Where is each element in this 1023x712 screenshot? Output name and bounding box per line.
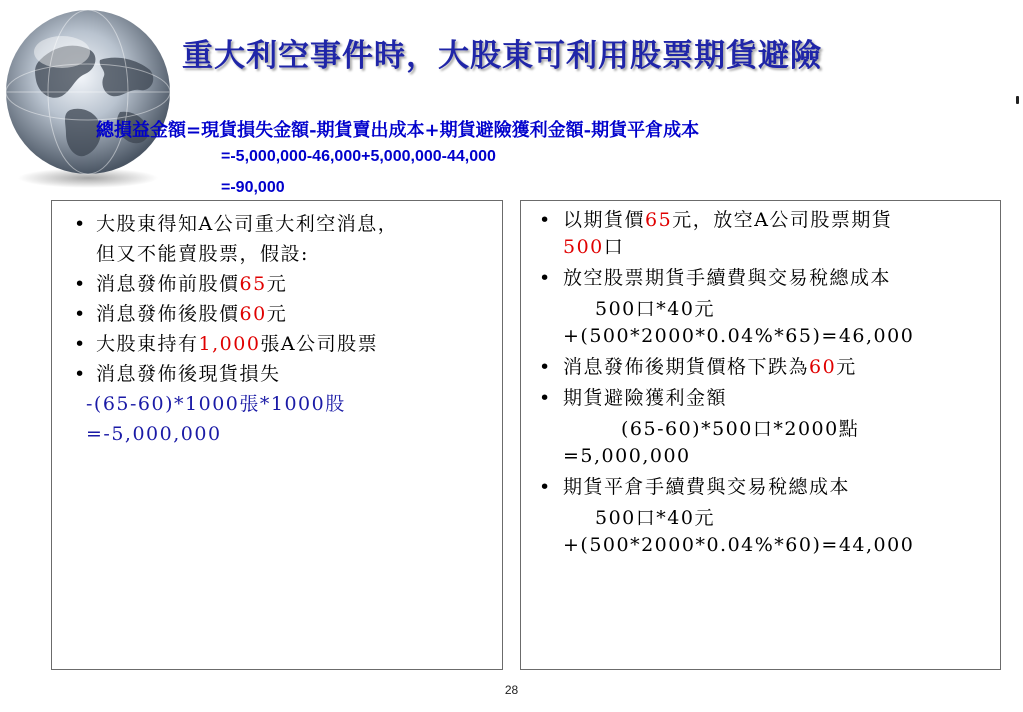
list-item: • 大股東得知A公司重大利空消息， [72,209,484,239]
globe-icon [0,0,200,200]
list-item: • 大股東持有1,000張A公司股票 [72,329,484,359]
calc-line: +(500*2000*0.04%*65)=46,000 [563,325,915,347]
formula-line-2: =-5,000,000-46,000+5,000,000-44,000 [221,148,496,165]
formula-line-1: 總損益金額=現貨損失金額-期貨賣出成本+期貨避險獲利金額-期貨平倉成本 [96,120,700,141]
highlight-number: 65 [645,209,673,231]
highlight-number: 500 [563,236,604,258]
list-item: • 期貨避險獲利金額 [535,385,986,412]
list-item: • 放空股票期貨手續費與交易稅總成本 [535,265,986,292]
calc-line: (65-60)*500口*2000點 [621,418,860,440]
list-item: • 消息發佈前股價65元 [72,269,484,299]
highlight-number: 60 [809,356,837,378]
calc-line: +(500*2000*0.04%*60)=44,000 [563,534,915,556]
slide-title: 重大利空事件時，大股東可利用股票期貨避險 [182,38,822,74]
list-item: • 消息發佈後股價60元 [72,299,484,329]
page-number: 28 [504,683,519,697]
highlight-number: 1,000 [198,333,261,355]
highlight-number: 60 [239,303,267,325]
calc-line: =5,000,000 [563,445,691,467]
corner-mark [1016,96,1019,104]
calc-line: 500口*40元 [595,298,715,320]
left-panel [51,200,503,670]
highlight-number: 65 [239,273,267,295]
list-item-continuation: 但又不能賣股票，假設: [96,243,309,265]
formula-line-3: =-90,000 [221,179,285,196]
list-item: • 消息發佈後期貨價格下跌為60元 [535,354,986,381]
calc-line: 500口*40元 [595,507,715,529]
list-item: • 以期貨價65元，放空A公司股票期貨 500口 [535,207,986,261]
calc-line: -(65-60)*1000張*1000股 [86,393,346,415]
list-item: • 消息發佈後現貨損失 [72,359,484,389]
right-panel [520,200,1001,670]
calc-line: =-5,000,000 [86,423,222,445]
list-item: • 期貨平倉手續費與交易稅總成本 [535,474,986,501]
